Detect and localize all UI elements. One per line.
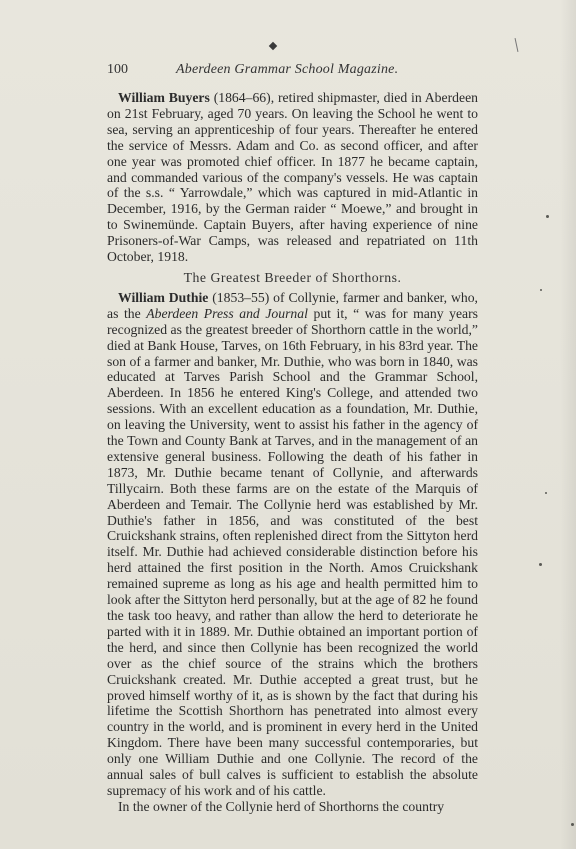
publication-title: Aberdeen Grammar School Magazine. [176,62,399,77]
ink-speck [539,563,542,566]
page-number: 100 [107,62,128,77]
obituary-text-start: (1853–55) of Collynie, farmer and banker, who, as the [107,289,478,321]
running-header [107,62,417,82]
pencil-mark [515,38,519,52]
person-name: William Buyers [118,90,210,105]
person-name: William Duthie [118,289,209,305]
obituary-buyers [107,90,478,265]
ink-speck [545,492,547,494]
continuing-paragraph: In the owner of the Collynie herd of Shorthorns the country [118,798,445,814]
article-body [107,90,478,815]
page-edge-shadow [560,0,576,849]
journal-title: Aberdeen Press and Journal [146,305,308,321]
obituary-text-rest: put it, “ was for many years recognized as the greatest breeder of Shorthorn cattle in the world,” died at Bank House, Tarves, on 16th February, in his 83rd year. The son of a farmer and banker, Mr. Duthie, who was born in 1840, was educated at Tarves Parish School and the Grammar School, Aberdeen. In 1856 he entered King's College, and attended two sessions. With an excellent education as a foundation, Mr. Duthie, on leaving the University, went to assist his father in the agency of the Town and County Bank at Tarves, and in the management of an extensive general business. Following the death of his father in 1873, Mr. Duthie became tenant of Collynie, and afterwards Tillycairn. Both these farms are on the estate of the Marquis of Aberdeen and Temair. The Collynie herd was established by Mr. Duthie's father in 1856, and was constituted of the best Cruickshank strains, often replenished direct from the Sittyton herd itself. Mr. Duthie had achieved considerable distinction before his herd attained the first position in the North. Amos Cruickshank remained supreme as long as his age and health permitted him to look after the Sittyton herd personally, but at the age of 82 he found the task too heavy, and rather than allow the herd to deteriorate he parted with it in 1889. Mr. Duthie obtained an important portion of the herd, and since then Collynie has been recognized the world over as the chief source of the strains which the brothers Cruickshank created. Mr. Duthie accepted a great trust, but he proved himself worthy of it, as is shown by the fact that during his lifetime the Scottish Shorthorn has penetrated into almost every country in the world, and is prominent in every herd in the United Kingdom. There have been many successful contemporaries, but only one William Duthie and one Collynie. The record of the annual sales of bull calves is sufficient to establish the absolute supremacy of his work and of his cattle. [107,305,478,798]
obituary-text: (1864–66), retired shipmaster, died in Aberdeen on 21st February, aged 70 years. On leaving the School he went to sea, serving an apprenticeship of four years. Thereafter he entered the service of Messrs. Adam and Co. as second officer, and after one year was promoted chief officer. In 1877 he became captain, and commanded various of the company's vessels. He was captain of the s.s. “ Yarrowdale,” which was captured in mid-Atlantic in December, 1916, by the German raider “ Moewe,” and brought in to Swinemünde. Captain Buyers, after having experience of nine Prisoners-of-War Camps, was released and repatriated on 11th October, 1918. [107,90,478,265]
section-heading: The Greatest Breeder of Shorthorns. [183,269,402,285]
ink-speck [546,215,549,218]
ink-speck [571,823,574,826]
ornament-icon [269,42,277,50]
ink-speck [540,289,542,291]
obituary-duthie [107,290,478,799]
